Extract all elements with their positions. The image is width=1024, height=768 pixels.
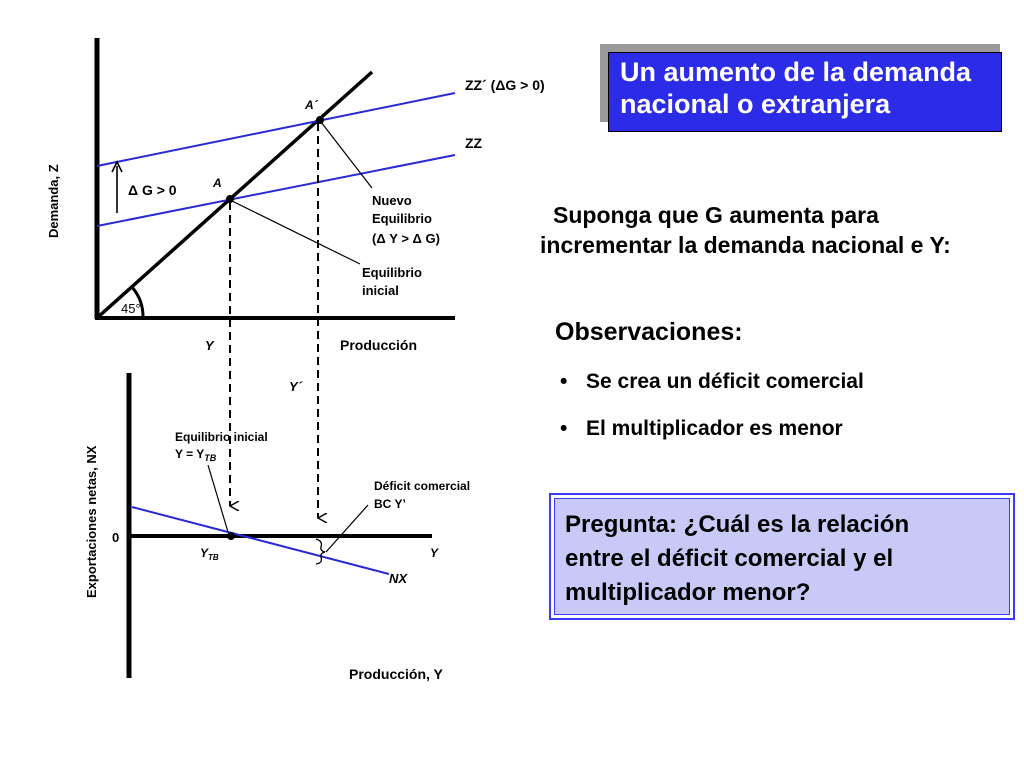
zz-label: ZZ: [465, 135, 483, 151]
bullet: •: [560, 370, 568, 393]
observation-text: El multiplicador es menor: [586, 417, 843, 440]
angle-label: 45°: [121, 301, 141, 316]
new-eq-label-2: Equilibrio: [372, 211, 432, 226]
delta-g-label: Δ G > 0: [128, 182, 177, 198]
slide-title: [608, 52, 1002, 132]
zz-prime-label: ZZ´ (ΔG > 0): [465, 77, 545, 93]
eq-initial-label-2: [175, 447, 217, 463]
bullet: •: [560, 417, 568, 440]
title-box: [600, 44, 1002, 124]
ytb-sub: TB: [208, 553, 219, 562]
ytb-label: [200, 546, 219, 562]
observation-item: [560, 417, 864, 464]
new-eq-label-1: Nuevo: [372, 193, 412, 208]
nx-label: NX: [389, 571, 408, 586]
point-a-prime-label: A´: [305, 98, 318, 112]
observations-list: [560, 370, 864, 464]
new-eq-label-3: (Δ Y > Δ G): [372, 231, 440, 246]
deficit-brace: [316, 539, 325, 564]
initial-eq-pointer: [232, 201, 360, 264]
bottom-x-axis-label: Producción, Y: [349, 666, 443, 682]
suppose-text: [540, 200, 1020, 260]
point-a-prime: [316, 116, 324, 124]
bottom-tick-y-label: Y: [430, 546, 439, 560]
observation-text: Se crea un déficit comercial: [586, 370, 864, 393]
tick-y-prime-label: Y´: [289, 379, 302, 394]
bottom-y-axis-label: Exportaciones netas, NX: [84, 445, 99, 598]
nx-line: [132, 507, 389, 574]
observation-item: [560, 370, 864, 417]
deficit-pointer: [326, 505, 368, 552]
zero-label: 0: [112, 530, 120, 545]
title-line-1: Un aumento de la demanda: [620, 57, 972, 87]
observations-heading: Observaciones:: [555, 318, 743, 346]
eq-initial-main: Y = Y: [175, 447, 205, 461]
question-line-2: entre el déficit comercial y el: [565, 545, 894, 572]
question-content: [554, 498, 1010, 615]
zz-prime-line: [97, 93, 455, 166]
suppose-line-1: Suponga que G aumenta para: [553, 202, 879, 228]
initial-eq-label-1: Equilibrio: [362, 265, 422, 280]
eq-initial-pointer: [208, 465, 228, 532]
suppose-line-2: incrementar la demanda nacional e Y:: [540, 232, 951, 258]
initial-eq-label-2: inicial: [362, 283, 399, 298]
deficit-label-2: BC Y’: [374, 497, 406, 511]
question-line-1: Pregunta: ¿Cuál es la relación: [565, 511, 910, 538]
trade-balance-point: [227, 532, 235, 540]
point-a-label: A: [213, 176, 222, 190]
eq-initial-sub: TB: [204, 453, 217, 463]
question-box: [549, 493, 1015, 620]
tick-y-label: Y: [205, 338, 214, 353]
title-line-2: nacional o extranjera: [620, 89, 891, 119]
question-line-3: multiplicador menor?: [565, 579, 811, 606]
ytb-main: Y: [200, 546, 209, 560]
top-y-axis-label: Demanda, Z: [46, 164, 61, 238]
new-eq-pointer: [321, 122, 372, 188]
eq-initial-label-1: Equilibrio inicial: [175, 430, 268, 444]
top-x-axis-label: Producción: [340, 337, 418, 353]
deficit-label-1: Déficit comercial: [374, 479, 471, 493]
